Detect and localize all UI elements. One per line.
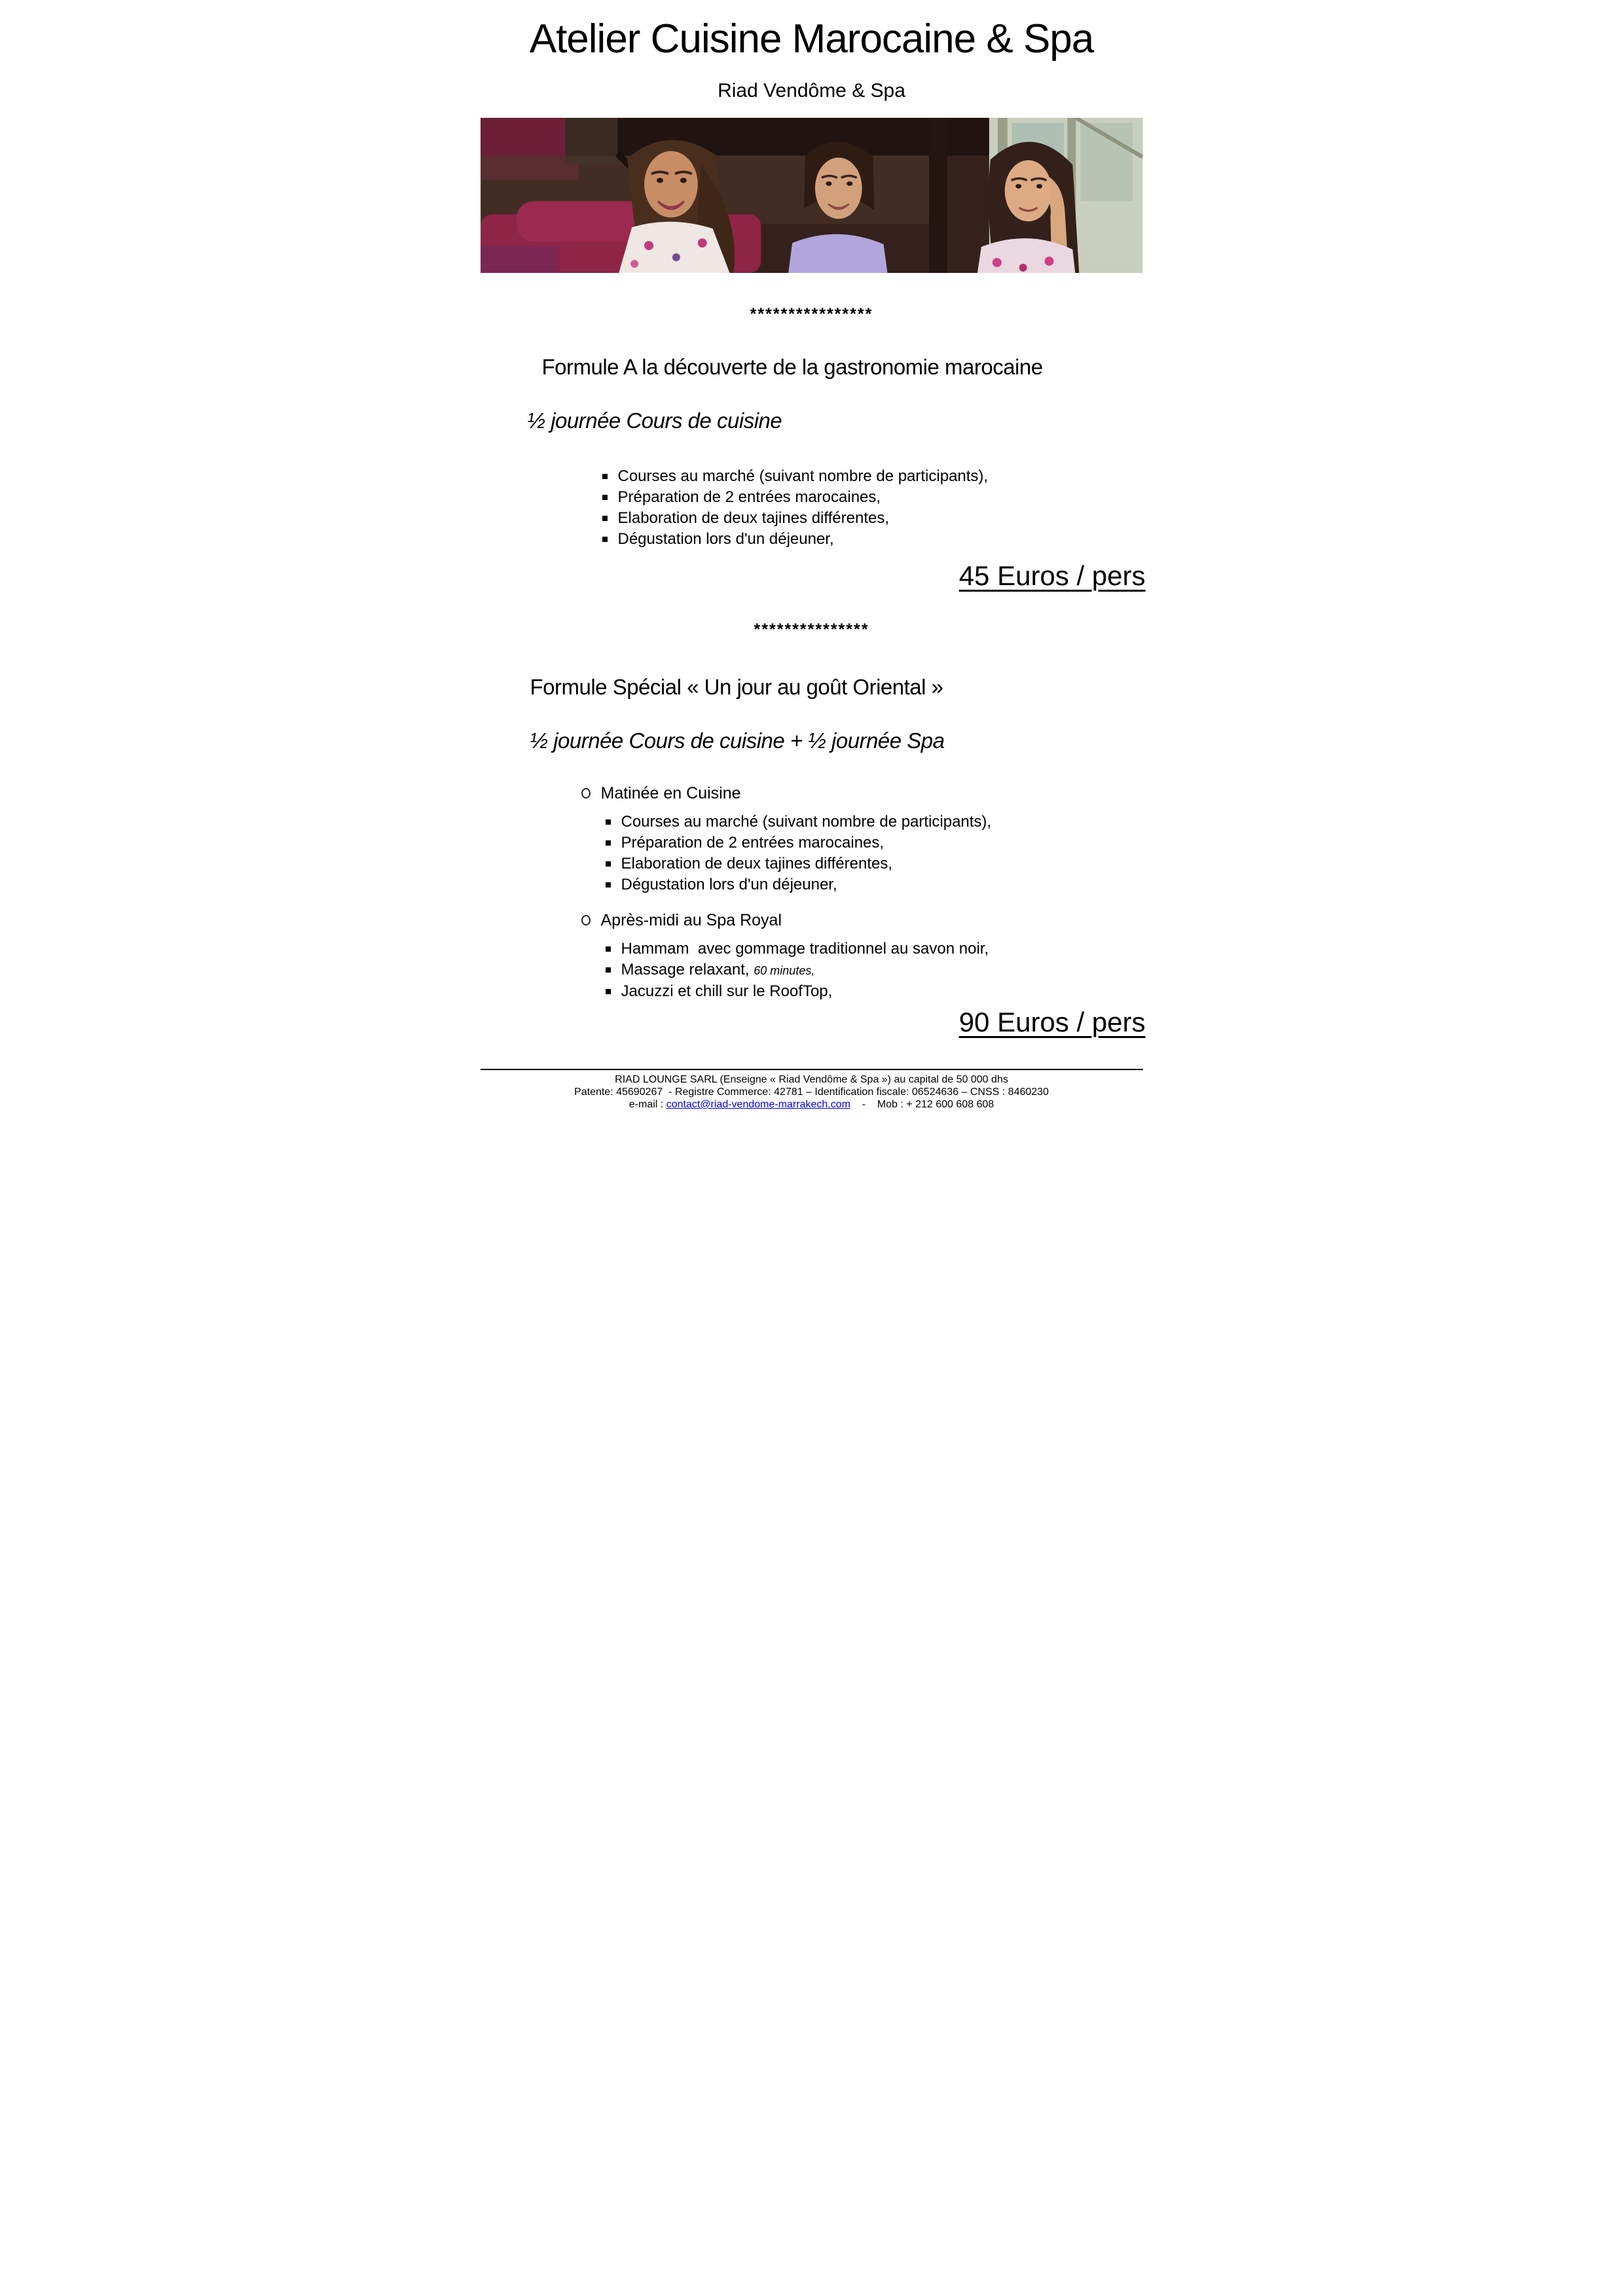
formule-a-subheading: ½ journée Cours de cuisine [527, 408, 782, 433]
list-item-text: Massage relaxant, 60 minutes, [621, 961, 815, 978]
list-item [606, 833, 992, 853]
square-bullet-icon [606, 989, 611, 994]
list-item [606, 874, 992, 895]
email-link[interactable]: contact@riad-vendome-marrakech.com [666, 1099, 850, 1110]
list-item [606, 853, 992, 874]
circle-bullet-icon [581, 915, 591, 925]
square-bullet-icon [606, 819, 611, 825]
asterisk-separator: **************** [750, 305, 873, 323]
list-item-text: Courses au marché (suivant nombre de participants), [617, 467, 989, 485]
list-item [606, 981, 989, 1002]
duration-note: 60 minutes, [754, 964, 815, 977]
square-bullet-icon [606, 946, 611, 952]
footer-registration-line: Patente: 45690267 - Registre Commerce: 42781 – Identification fiscale: 06524636 – CNSS : 8460230 [574, 1086, 1049, 1098]
footer-company-line: RIAD LOUNGE SARL (Enseigne « Riad Vendôme & Spa ») au capital de 50 000 dhs [615, 1074, 1008, 1085]
document-page [406, 0, 1218, 1148]
list-item [606, 960, 989, 981]
footer-contact-line: e-mail : contact@riad-vendome-marrakech.com - Mob : + 212 600 608 608 [629, 1099, 994, 1110]
riad-team-photo [479, 118, 1144, 273]
square-bullet-icon [606, 967, 611, 973]
page-subtitle: Riad Vendôme & Spa [718, 80, 905, 101]
list-item-text: Jacuzzi et chill sur le RoofTop, [621, 982, 833, 1000]
group-label-text: Matinée en Cuisine [600, 784, 741, 802]
formule-b-heading: Formule Spécial « Un jour au goût Oriental » [530, 675, 943, 699]
footer [406, 1073, 1218, 1111]
square-bullet-icon [606, 840, 611, 846]
list-item-text: Dégustation lors d'un déjeuner, [621, 876, 837, 893]
asterisk-separator: *************** [754, 620, 869, 639]
square-bullet-icon [602, 474, 608, 479]
list-item [602, 466, 989, 487]
list-item-text: Préparation de 2 entrées marocaines, [617, 488, 881, 506]
list-item-text: Elaboration de deux tajines différentes, [621, 855, 893, 872]
group-label-text: Après-midi au Spa Royal [600, 911, 782, 929]
formule-a-heading: Formule A la découverte de la gastronomie marocaine [541, 355, 1043, 379]
square-bullet-icon [602, 495, 608, 500]
formule-b-subheading: ½ journée Cours de cuisine + ½ journée Spa [530, 728, 945, 753]
list-item-text: Préparation de 2 entrées marocaines, [621, 834, 884, 852]
formule-a-price: 45 Euros / pers [958, 560, 1146, 591]
morning-group-label [581, 783, 741, 804]
list-item [606, 812, 992, 833]
square-bullet-icon [602, 537, 608, 542]
list-item [602, 529, 989, 550]
list-item [602, 487, 989, 508]
list-item [602, 508, 989, 529]
formule-b-price: 90 Euros / pers [958, 1007, 1146, 1037]
formule-a-list [602, 466, 989, 550]
list-item [606, 939, 989, 960]
footer-divider [481, 1069, 1143, 1070]
afternoon-group-label [581, 910, 782, 931]
square-bullet-icon [602, 516, 608, 521]
list-item-text: Hammam avec gommage traditionnel au savon noir, [621, 940, 989, 958]
circle-bullet-icon [581, 788, 591, 798]
list-item-text: Elaboration de deux tajines différentes, [617, 509, 890, 527]
list-item-text: Courses au marché (suivant nombre de participants), [621, 813, 992, 831]
page-title: Atelier Cuisine Marocaine & Spa [529, 16, 1094, 62]
list-item-text: Dégustation lors d'un déjeuner, [617, 530, 834, 548]
afternoon-list [606, 939, 989, 1002]
morning-list [606, 812, 992, 895]
square-bullet-icon [606, 882, 611, 888]
square-bullet-icon [606, 861, 611, 867]
